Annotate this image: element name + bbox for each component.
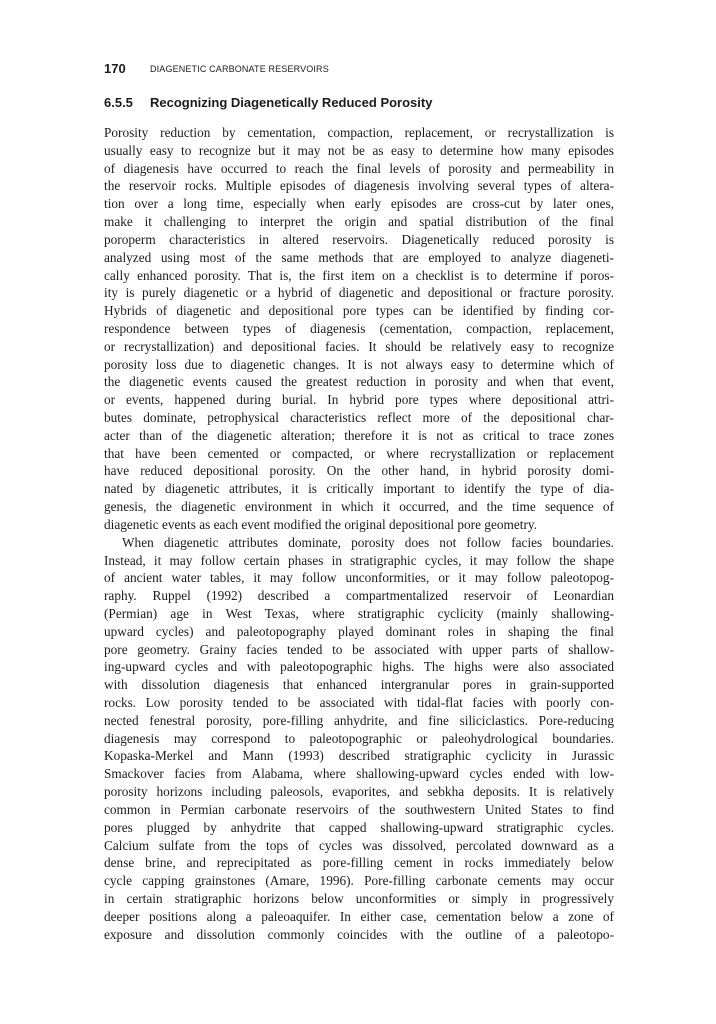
text-line: porosity loss due to diagenetic changes. It is not always easy to determine which of	[104, 356, 614, 372]
text-line: of ancient water tables, it may follow unconformities, or it may follow paleotopog-	[104, 570, 614, 586]
text-line: make it challenging to interpret the origin and spatial distribution of the final	[104, 214, 614, 230]
text-line: the reservoir rocks. Multiple episodes of diagenesis involving several types of altera-	[104, 178, 614, 194]
text-line: Hybrids of diagenetic and depositional pore types can be identified by finding cor-	[104, 303, 614, 319]
text-line: or events, happened during burial. In hybrid pore types where depositional attri-	[104, 392, 614, 408]
text-line: have reduced depositional porosity. On the other hand, in hybrid porosity domi-	[104, 463, 614, 479]
text-line: nected fenestral porosity, pore-filling anhydrite, and fine siliciclastics. Pore-reducing	[104, 712, 614, 728]
text-line: in certain stratigraphic horizons below unconformities or simply in progressively	[104, 890, 614, 906]
text-line: tion over a long time, especially when early episodes are cross-cut by later ones,	[104, 196, 614, 212]
text-line: of diagenesis have occurred to reach the final levels of porosity and permeability in	[104, 160, 614, 176]
text-line: butes dominate, petrophysical characteristics reflect more of the depositional char-	[104, 410, 614, 425]
text-line: analyzed using most of the same methods that are employed to analyze diageneti-	[104, 249, 614, 265]
text-line: deeper positions along a paleoaquifer. In either case, cementation below a zone of	[104, 908, 614, 924]
text-line: genesis, the diagenetic environment in which it occurred, and the time sequence of	[104, 499, 614, 515]
text-line: Porosity reduction by cementation, compaction, replacement, or recrystallization is	[104, 125, 614, 140]
text-line: diagenetic events as each event modified the original depositional pore geometry.	[104, 516, 537, 532]
page-number: 170	[104, 61, 126, 76]
text-line: rocks. Low porosity tended to be associated with tidal-flat facies with poorly con-	[104, 695, 614, 710]
text-line: respondence between types of diagenesis (cementation, compaction, replacement,	[104, 320, 614, 336]
paragraph	[104, 534, 614, 944]
running-title: DIAGENETIC CARBONATE RESERVOIRS	[150, 64, 329, 74]
text-line: raphy. Ruppel (1992) described a compartmentalized reservoir of Leonardian	[104, 588, 614, 604]
text-line: (Permian) age in West Texas, where stratigraphic cyclicity (mainly shallowing-	[104, 605, 614, 621]
running-head	[104, 60, 614, 78]
text-line: ity is purely diagenetic or a hybrid of diagenetic and depositional or fracture porosity.	[104, 285, 614, 301]
text-line: acter than of the diagenetic alteration; therefore it is not as critical to trace zones	[104, 427, 614, 443]
text-line: Instead, it may follow certain phases in stratigraphic cycles, it may follow the shape	[104, 552, 614, 568]
text-line: Smackover facies from Alabama, where shallowing-upward cycles ended with low-	[104, 766, 614, 782]
text-line: pore geometry. Grainy facies tended to be associated with upper parts of shallow-	[104, 641, 614, 657]
text-line: nated by diagenetic attributes, it is critically important to identify the type of dia-	[104, 481, 614, 497]
text-line: the diagenetic events caused the greatest reduction in porosity and when that event,	[104, 374, 614, 390]
text-line: diagenesis may correspond to paleotopographic or paleohydrological boundaries.	[104, 730, 614, 746]
text-line: pores plugged by anhydrite that capped shallowing-upward stratigraphic cycles.	[104, 819, 614, 835]
text-line: poroperm characteristics in altered reservoirs. Diagenetically reduced porosity is	[104, 231, 614, 247]
text-line: cally enhanced porosity. That is, the first item on a checklist is to determine if poros-	[104, 267, 614, 283]
text-line: or recrystallization) and depositional facies. It should be relatively easy to recognize	[104, 338, 614, 354]
section-number: 6.5.5	[104, 95, 133, 110]
text-line: with dissolution diagenesis that enhanced intergranular pores in grain-supported	[104, 677, 614, 693]
section-title: Recognizing Diagenetically Reduced Porosity	[150, 95, 433, 110]
text-line: Calcium sulfate from the tops of cycles was dissolved, percolated downward as a	[104, 837, 614, 853]
text-line: upward cycles) and paleotopography played dominant roles in shaping the final	[104, 623, 614, 639]
section-heading	[104, 94, 432, 112]
text-line: that have been cemented or compacted, or where recrystallization or replacement	[104, 445, 614, 461]
text-line: When diagenetic attributes dominate, porosity does not follow facies boundaries.	[122, 534, 614, 550]
text-line: cycle capping grainstones (Amare, 1996). Pore-filling carbonate cements may occur	[104, 873, 614, 889]
text-line: exposure and dissolution commonly coincides with the outline of a paleotopo-	[104, 926, 614, 942]
paragraph	[104, 124, 614, 534]
text-line: usually easy to recognize but it may not be as easy to determine how many episodes	[104, 142, 614, 158]
body-text	[104, 124, 614, 943]
text-line: ing-upward cycles and with paleotopographic highs. The highs were also associated	[104, 659, 614, 675]
text-line: porosity horizons including paleosols, evaporites, and sebkha deposits. It is relatively	[104, 784, 614, 800]
text-line: common in Permian carbonate reservoirs of the southwestern United States to find	[104, 801, 614, 817]
text-line: Kopaska-Merkel and Mann (1993) described stratigraphic cyclicity in Jurassic	[104, 748, 614, 764]
text-line: dense brine, and reprecipitated as pore-filling cement in rocks immediately below	[104, 855, 614, 871]
